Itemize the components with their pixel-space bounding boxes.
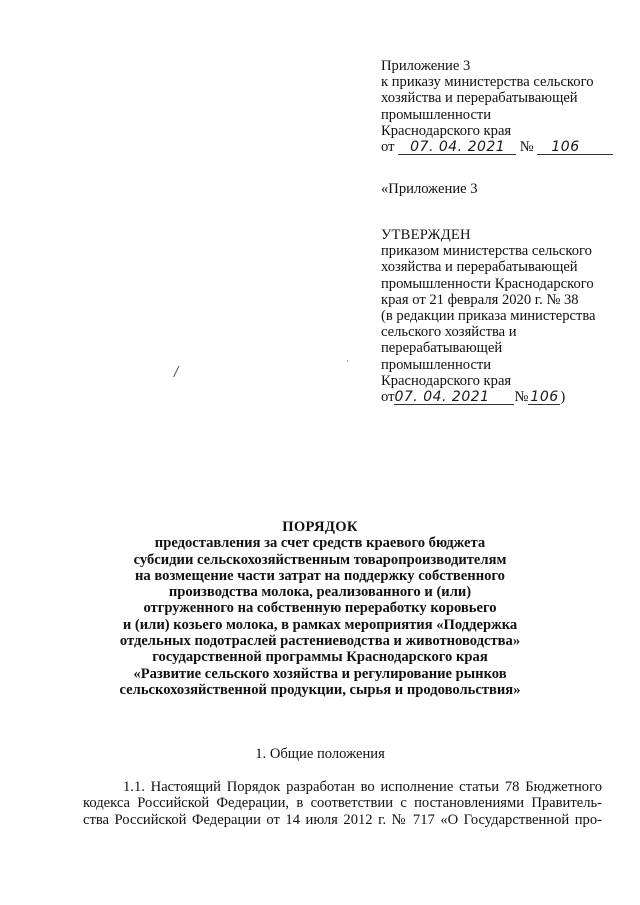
- approved-line: промышленности: [381, 356, 492, 373]
- section-heading: 1. Общие положения: [255, 746, 385, 762]
- title-line: «Развитие сельского хозяйства и регулирование рынков: [133, 665, 507, 682]
- approved-line: перерабатывающей: [381, 340, 503, 357]
- document-title: [60, 519, 580, 698]
- appendix-quote: «Приложение 3: [381, 181, 478, 197]
- appendix-header-line: хозяйства и перерабатывающей: [381, 90, 578, 107]
- approved-line: (в редакции приказа министерства: [381, 308, 596, 325]
- handwritten-number: 106: [537, 140, 613, 155]
- title-line: сельскохозяйственной продукции, сырья и продовольствия»: [119, 681, 521, 698]
- paragraph-line: ства Российской Федерации от 14 июля 2012 г. № 717 «О Государственной про-: [83, 811, 602, 828]
- stray-pen-mark: /: [174, 365, 179, 380]
- title-line: отгруженного на собственную переработку коровьего: [143, 600, 497, 617]
- number-prefix: №: [514, 389, 529, 406]
- paragraph-line: кодекса Российской Федерации, в соответствии с постановлениями Правитель-: [83, 795, 602, 812]
- appendix-header-line: к приказу министерства сельского: [381, 74, 594, 91]
- handwritten-date: 07. 04. 2021: [394, 390, 514, 405]
- date-prefix: от: [381, 139, 395, 156]
- title-line: государственной программы Краснодарского края: [152, 649, 488, 666]
- body-paragraph: [83, 779, 602, 828]
- appendix-header-line: Приложение 3: [381, 58, 471, 74]
- stray-dot: [347, 360, 348, 362]
- title-main: ПОРЯДОК: [282, 519, 358, 535]
- title-line: производства молока, реализованного и (или): [168, 584, 472, 601]
- appendix-header-date-line: [381, 139, 631, 155]
- approved-line: промышленности Краснодарского: [381, 275, 594, 292]
- appendix-header-line: Краснодарского края: [381, 122, 512, 139]
- handwritten-date: 07. 04. 2021: [398, 140, 516, 155]
- title-line: и (или) козьего молока, в рамках мероприятия «Поддержка: [122, 616, 518, 633]
- title-line: субсидии сельскохозяйственным товаропроизводителям: [133, 551, 507, 568]
- paragraph-line: 1.1. Настоящий Порядок разработан во исполнение статьи 78 Бюджетного: [123, 779, 602, 795]
- approved-line: приказом министерства сельского: [381, 243, 592, 260]
- number-prefix: №: [519, 139, 534, 156]
- approved-line: сельского хозяйства и: [381, 324, 517, 341]
- approved-title: УТВЕРЖДЕН: [381, 227, 471, 243]
- title-line: на возмещение части затрат на поддержку собственного: [135, 567, 505, 584]
- closing-paren: ): [560, 389, 566, 406]
- appendix-header: [381, 58, 631, 155]
- title-line: отдельных подотраслей растениеводства и животноводства»: [119, 633, 521, 650]
- approved-date-line: [381, 389, 631, 405]
- date-prefix: от: [381, 389, 395, 406]
- approved-line: хозяйства и перерабатывающей: [381, 259, 578, 276]
- approved-line: края от 21 февраля 2020 г. № 38: [381, 291, 579, 308]
- approved-line: Краснодарского края: [381, 372, 512, 389]
- handwritten-number: 106: [530, 389, 559, 406]
- approved-block: [381, 227, 631, 405]
- appendix-header-line: промышленности: [381, 106, 492, 123]
- title-line: предоставления за счет средств краевого бюджета: [154, 535, 486, 552]
